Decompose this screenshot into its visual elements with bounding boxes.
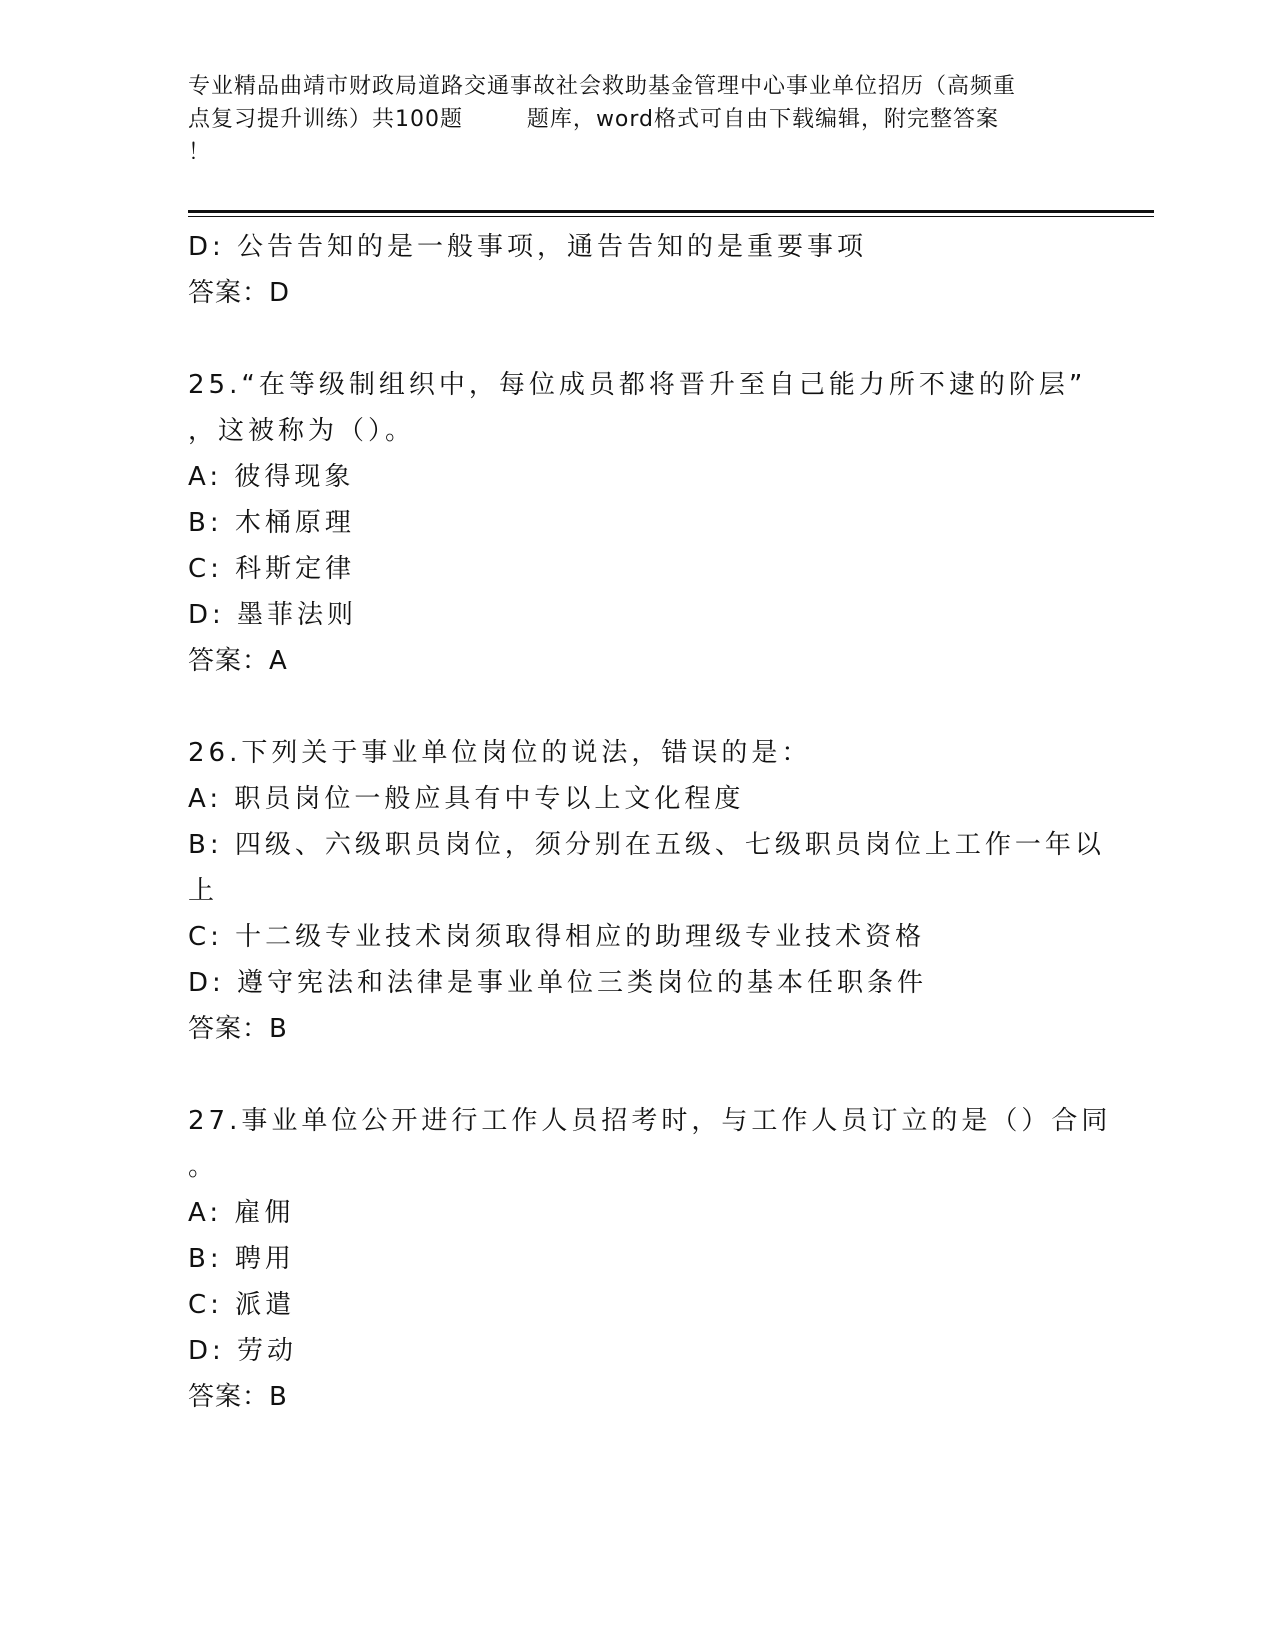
header-divider-thick [188, 210, 1154, 213]
question-stem-continued: ，这被称为（）。 [188, 416, 416, 446]
header-line-2: 点复习提升训练）共100题 题库，word格式可自由下载编辑，附完整答案 [188, 107, 1000, 132]
spacer [188, 684, 1088, 730]
option-b: B: 聘用 [188, 1244, 295, 1274]
option-a: A: 职员岗位一般应具有中专以上文化程度 [188, 784, 745, 814]
option-a: A: 彼得现象 [188, 462, 355, 492]
answer-line: 答案：A [188, 646, 288, 676]
document-header [188, 70, 1088, 169]
question-26 [188, 730, 1105, 1052]
option-b-continued: 上 [188, 876, 219, 906]
answer-line: 答案：B [188, 1014, 288, 1044]
answer-line: 答案：D [188, 278, 291, 308]
spacer [188, 1052, 1088, 1098]
option-d: D: 劳动 [188, 1336, 298, 1366]
previous-question-tail [188, 224, 1088, 316]
option-d: D: 遵守宪法和法律是事业单位三类岗位的基本任职条件 [188, 968, 928, 998]
option-d: D: 墨菲法则 [188, 600, 358, 630]
question-stem: 25.“在等级制组织中，每位成员都将晋升至自己能力所不逮的阶层” [188, 370, 1087, 400]
header-divider-thin [188, 216, 1154, 217]
option-c: C: 十二级专业技术岗须取得相应的助理级专业技术资格 [188, 922, 926, 952]
question-25 [188, 362, 1088, 684]
option-c: C: 科斯定律 [188, 554, 356, 584]
option-a: A: 雇佣 [188, 1198, 295, 1228]
option-d: D: 公告告知的是一般事项，通告告知的是重要事项 [188, 232, 868, 262]
spacer [188, 316, 1088, 362]
header-line-3: ！ [188, 140, 212, 165]
question-27 [188, 1098, 1112, 1420]
question-stem: 26.下列关于事业单位岗位的说法，错误的是： [188, 738, 812, 768]
option-c: C: 派遣 [188, 1290, 296, 1320]
answer-line: 答案：B [188, 1382, 288, 1412]
header-line-1: 专业精品曲靖市财政局道路交通事故社会救助基金管理中心事业单位招历（高频重 [188, 74, 1017, 99]
question-stem-continued: 。 [188, 1152, 219, 1182]
option-b: B: 木桶原理 [188, 508, 355, 538]
question-stem: 27.事业单位公开进行工作人员招考时，与工作人员订立的是（）合同 [188, 1106, 1112, 1136]
question-list [188, 224, 1112, 1420]
option-b: B: 四级、六级职员岗位，须分别在五级、七级职员岗位上工作一年以 [188, 830, 1105, 860]
